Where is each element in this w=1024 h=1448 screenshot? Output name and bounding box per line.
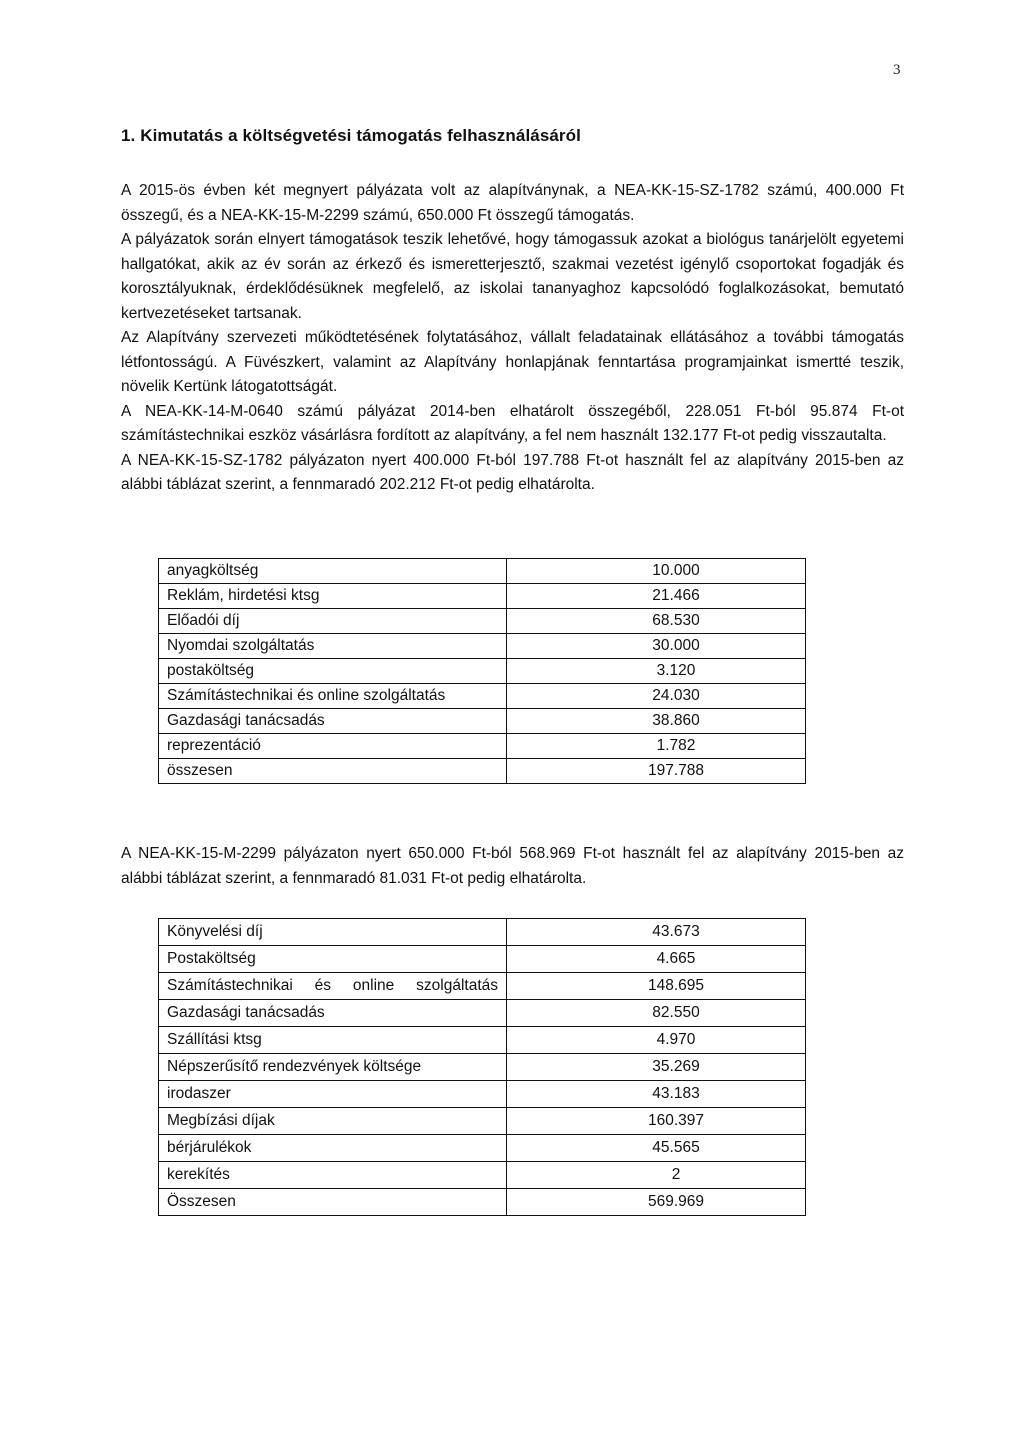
table-cell-value: 1.782 xyxy=(507,734,806,759)
cost-table-m-2299 xyxy=(158,918,806,1216)
table-row xyxy=(159,919,806,946)
table-cell-value: 3.120 xyxy=(507,659,806,684)
table-row xyxy=(159,609,806,634)
paragraph: A NEA-KK-14-M-0640 számú pályázat 2014-ben elhatárolt összegéből, 228.051 Ft-ból 95.874 Ft-ot számítástechnikai eszköz vásárlásra fordított az alapítvány, a fel nem használt 132.177 Ft-ot pedig visszautalta. xyxy=(121,402,904,444)
table-row xyxy=(159,759,806,784)
body-paragraphs xyxy=(121,228,904,498)
table-cell-value: 43.183 xyxy=(507,1081,806,1108)
table-cell-value: 24.030 xyxy=(507,684,806,709)
table-cell-label: Népszerűsítő rendezvények költsége xyxy=(159,1054,507,1081)
table-cell-label: Számítástechnikai és online szolgáltatás xyxy=(159,684,507,709)
table-cell-value: 4.970 xyxy=(507,1027,806,1054)
table-cell-label: Könyvelési díj xyxy=(159,919,507,946)
table-cell-label: Szállítási ktsg xyxy=(159,1027,507,1054)
table-cell-label: Előadói díj xyxy=(159,609,507,634)
table-cell-value: 4.665 xyxy=(507,946,806,973)
table-row xyxy=(159,1027,806,1054)
table-row xyxy=(159,973,806,1000)
table-cell-value: 10.000 xyxy=(507,559,806,584)
table-row xyxy=(159,584,806,609)
table-row xyxy=(159,634,806,659)
table-row xyxy=(159,1108,806,1135)
table-cell-label: Megbízási díjak xyxy=(159,1108,507,1135)
table-cell-label-text: Számítástechnikai és online szolgáltatás xyxy=(167,977,498,994)
paragraph: A pályázatok során elnyert támogatások teszik lehetővé, hogy támogassuk azokat a biológus tanárjelölt egyetemi hallgatókat, akik az év során az érkező és ismeretterjesztő, szakmai vezetést igénylő csoportokat fogadják és korosztályuknak, érdeklődésüknek megfelelő, az iskolai tananyaghoz kapcsolódó foglalkozásokat, bemutató kertvezetéseket tartsanak. xyxy=(121,231,904,322)
table-cell-label: Nyomdai szolgáltatás xyxy=(159,634,507,659)
table-cell-label: anyagköltség xyxy=(159,559,507,584)
table-row xyxy=(159,1135,806,1162)
paragraph: Az Alapítvány szervezeti működtetésének folytatásához, vállalt feladatainak ellátásához a további támogatás létfontosságú. A Füvészkert, valamint az Alapítvány honlapjának fenntartása programjainkat ismertté teszik, növelik Kertünk látogatottságát. xyxy=(121,329,904,395)
table-row xyxy=(159,734,806,759)
table-row xyxy=(159,1162,806,1189)
table-cell-label: postaköltség xyxy=(159,659,507,684)
section-heading: 1. Kimutatás a költségvetési támogatás felhasználásáról xyxy=(121,126,581,145)
paragraph: A 2015-ös évben két megnyert pályázata volt az alapítványnak, a NEA-KK-15-SZ-1782 számú, 400.000 Ft összegű, és a NEA-KK-15-M-2299 számú, 650.000 Ft összegű támogatás. xyxy=(121,182,904,224)
table-cell-value: 2 xyxy=(507,1162,806,1189)
table-cell-value: 35.269 xyxy=(507,1054,806,1081)
paragraph: A NEA-KK-15-M-2299 pályázaton nyert 650.000 Ft-ból 568.969 Ft-ot használt fel az alapítvány 2015-ben az alábbi táblázat szerint, a fennmaradó 81.031 Ft-ot pedig elhatárolta. xyxy=(121,845,904,887)
table-row xyxy=(159,559,806,584)
table-cell-value: 160.397 xyxy=(507,1108,806,1135)
table-cell-label: Gazdasági tanácsadás xyxy=(159,1000,507,1027)
table-row xyxy=(159,709,806,734)
table-cell-value: 38.860 xyxy=(507,709,806,734)
table-cell-value: 30.000 xyxy=(507,634,806,659)
table-cell-label: összesen xyxy=(159,759,507,784)
table-row xyxy=(159,1054,806,1081)
table-row xyxy=(159,946,806,973)
table-cell-value: 82.550 xyxy=(507,1000,806,1027)
table-cell-value: 68.530 xyxy=(507,609,806,634)
table-cell-label: reprezentáció xyxy=(159,734,507,759)
table-cell-value: 148.695 xyxy=(507,973,806,1000)
paragraph: A NEA-KK-15-SZ-1782 pályázaton nyert 400.000 Ft-ból 197.788 Ft-ot használt fel az alapítvány 2015-ben az alábbi táblázat szerint, a fennmaradó 202.212 Ft-ot pedig elhatárolta. xyxy=(121,451,904,493)
table-cell-value: 43.673 xyxy=(507,919,806,946)
table-cell-label: irodaszer xyxy=(159,1081,507,1108)
table-cell-label xyxy=(159,973,507,1000)
page-number: 3 xyxy=(893,62,901,78)
table-row xyxy=(159,1189,806,1216)
table-row xyxy=(159,1000,806,1027)
table-row xyxy=(159,684,806,709)
table-row xyxy=(159,1081,806,1108)
table-cell-label: Gazdasági tanácsadás xyxy=(159,709,507,734)
table-cell-value: 197.788 xyxy=(507,759,806,784)
cost-table-sz-1782 xyxy=(158,558,806,784)
table-cell-value: 569.969 xyxy=(507,1189,806,1216)
table-row xyxy=(159,659,806,684)
table-cell-value: 21.466 xyxy=(507,584,806,609)
table-cell-label: Reklám, hirdetési ktsg xyxy=(159,584,507,609)
table-cell-label: bérjárulékok xyxy=(159,1135,507,1162)
table-cell-label: Összesen xyxy=(159,1189,507,1216)
table-cell-label: Postaköltség xyxy=(159,946,507,973)
grant-paragraph-m-2299 xyxy=(121,842,904,891)
table-cell-label: kerekítés xyxy=(159,1162,507,1189)
table-cell-value: 45.565 xyxy=(507,1135,806,1162)
intro-paragraph xyxy=(121,179,904,228)
